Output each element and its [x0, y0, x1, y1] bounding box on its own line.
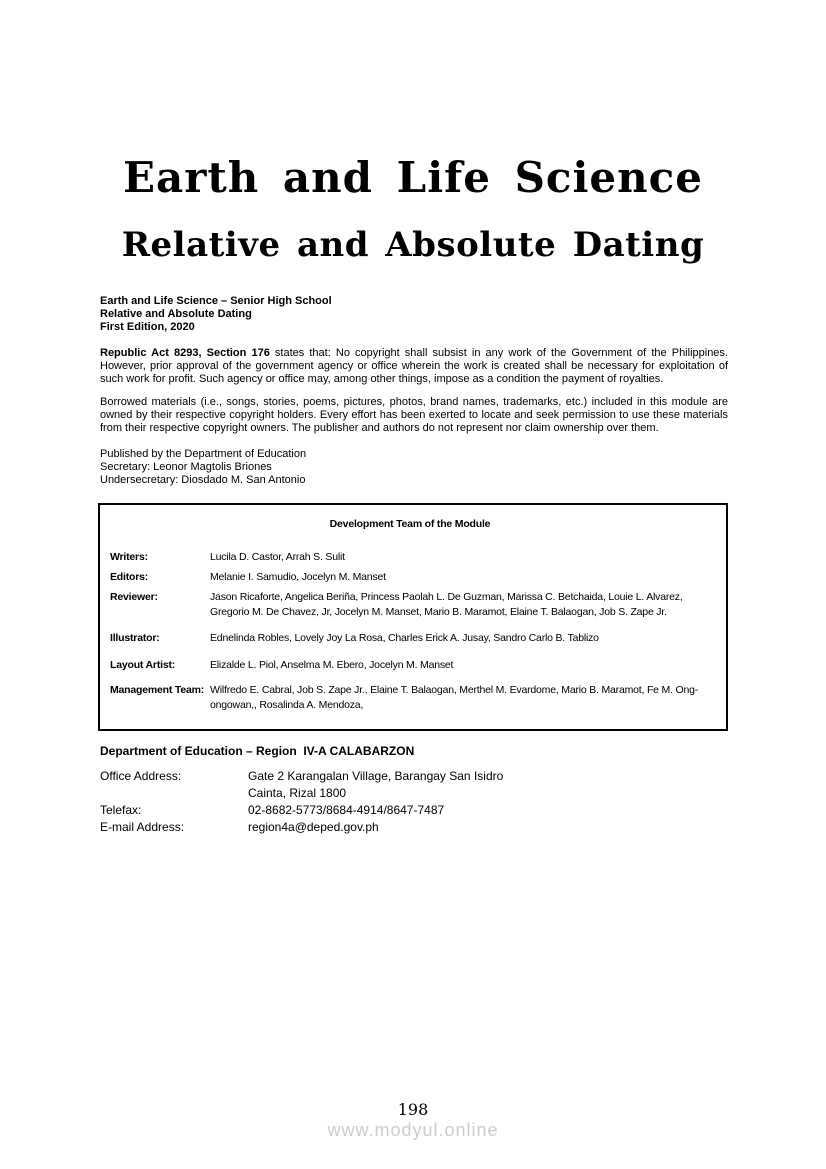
edition-year-line: First Edition, 2020 [100, 321, 195, 333]
republic-act-paragraph [100, 347, 728, 386]
office-row-address-line2 [100, 785, 728, 802]
secretary-line: Secretary: Leonor Magtolis Briones [100, 461, 272, 473]
development-team-box [98, 503, 728, 731]
team-row-label: Writers: [110, 551, 148, 563]
team-row-illustrator [110, 631, 710, 646]
watermark-text: www.modyul.online [327, 1120, 499, 1140]
team-row-value: Melanie I. Samudio, Jocelyn M. Manset [210, 571, 386, 583]
edition-module-line: Relative and Absolute Dating [100, 308, 252, 320]
team-row-label: Layout Artist: [110, 659, 176, 671]
publisher-block [100, 448, 728, 487]
office-row-email [100, 819, 728, 836]
office-row-label: Office Address: [100, 769, 182, 783]
development-team-rows [110, 550, 710, 713]
team-row-label: Illustrator: [110, 632, 160, 644]
office-row-value: region4a@deped.gov.ph [248, 820, 379, 834]
region-office-block [100, 768, 728, 836]
module-subtitle: Relative and Absolute Dating [121, 225, 705, 265]
team-row-label: Editors: [110, 571, 149, 583]
office-row-value: Cainta, Rizal 1800 [248, 786, 347, 800]
team-row-value: Lucila D. Castor, Arrah S. Sulit [210, 551, 345, 563]
module-title: Earth and Life Science [123, 153, 703, 202]
edition-block [100, 295, 728, 334]
team-row-layout-artist [110, 658, 710, 673]
borrowed-materials-paragraph: Borrowed materials (i.e., songs, stories, poems, pictures, photos, brand names, trademarks, etc.) included in this module are owned by their respective copyright holders. Every effort has been exerted to locate and seek permission to use these materials from their respective copyright owners. The publisher and authors do not represent nor claim ownership over them. [100, 396, 728, 434]
team-row-value: Elizalde L. Piol, Anselma M. Ebero, Jocelyn M. Manset [210, 659, 454, 671]
republic-act-text: states that: No copyright shall subsist in any work of the Government of the Philippines. However, prior approval of the government agency or office wherein the work is created shall be necessary for exploitation of such work for profit. Such agency or office may, among other things, impose as a condition the payment of royalties. [100, 347, 728, 385]
team-row-value: Ednelinda Robles, Lovely Joy La Rosa, Charles Erick A. Jusay, Sandro Carlo B. Tablizo [210, 632, 599, 644]
team-row-editors [110, 570, 710, 585]
team-row-value: Wilfredo E. Cabral, Job S. Zape Jr., Elaine T. Balaogan, Merthel M. Evardome, Mario B. Maramot, Fe M. Ong-ongowan,, Rosalinda A. Mendoza, [210, 684, 699, 711]
published-by-line: Published by the Department of Education [100, 448, 307, 460]
republic-act-citation: Republic Act 8293, Section 176 [100, 347, 270, 359]
office-row-label: E-mail Address: [100, 820, 185, 834]
development-team-header: Development Team of the Module [329, 518, 491, 530]
office-row-telefax [100, 802, 728, 819]
team-row-reviewer [110, 590, 710, 620]
team-row-management-team [110, 683, 710, 713]
team-row-writers [110, 550, 710, 565]
office-row-value: Gate 2 Karangalan Village, Barangay San Isidro [248, 769, 504, 783]
team-row-label: Reviewer: [110, 591, 158, 603]
undersecretary-line: Undersecretary: Diosdado M. San Antonio [100, 474, 306, 486]
office-row-label: Telefax: [100, 803, 142, 817]
office-row-value: 02-8682-5773/8684-4914/8647-7487 [248, 803, 445, 817]
page-number: 198 [397, 1100, 429, 1119]
team-row-label: Management Team: [110, 684, 205, 696]
office-row-address [100, 768, 728, 785]
edition-course-line: Earth and Life Science – Senior High School [100, 295, 332, 307]
team-row-value: Jason Ricaforte, Angelica Beriña, Princess Paolah L. De Guzman, Marissa C. Betchaida, Louie L. Alvarez, Gregorio M. De Chavez, Jr, Jocelyn M. Manset, Mario B. Maramot, Elaine T. Balaogan, Job S. Zape Jr. [210, 591, 683, 618]
region-office-heading: Department of Education – Region IV-A CALABARZON [100, 744, 415, 758]
office-row-label [100, 785, 248, 802]
